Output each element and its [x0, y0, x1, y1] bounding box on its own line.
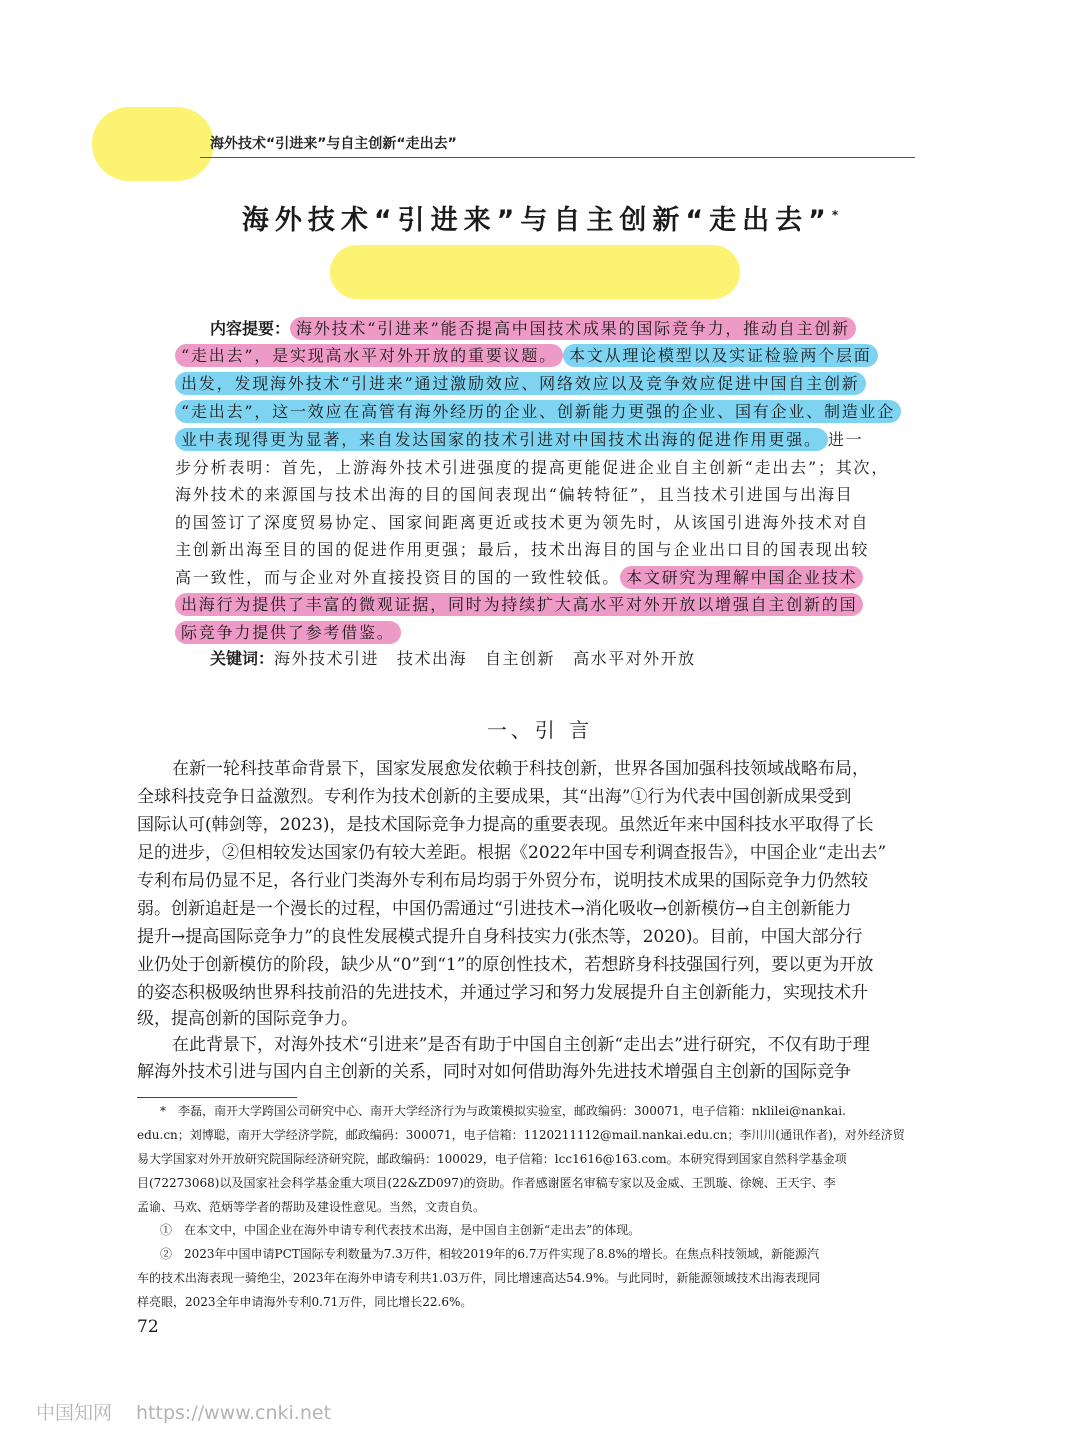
paragraph-line: 的姿态积极吸纳世界科技前沿的先进技术，并通过学习和努力发展提升自主创新能力，实现技术升	[137, 983, 868, 1003]
paragraph-line: 业仍处于创新模仿的阶段，缺少从“0”到“1”的原创性技术，若想跻身科技强国行列，要以更为开放	[137, 955, 874, 975]
abstract-text: 进一	[827, 430, 864, 449]
footnote-rule	[137, 1097, 297, 1098]
highlight-pink: 出海行为提供了丰富的微观证据，同时为持续扩大高水平对外开放以增强自主创新的国	[175, 593, 863, 616]
paragraph-line: 提升→提高国际竞争力”的良性发展模式提升自身科技实力(张杰等，2020)。目前，中国大部分行	[137, 927, 863, 947]
watermark-name: 中国知网	[36, 1402, 113, 1424]
paragraph-line: 在此背景下，对海外技术“引进来”是否有助于中国自主创新“走出去”进行研究，不仅有助于理	[172, 1035, 870, 1055]
keyword: 高水平对外开放	[573, 649, 696, 668]
abstract-line	[210, 315, 890, 343]
title-footnote-mark: *	[831, 208, 839, 222]
paragraph-line: 国际认可(韩剑等，2023)，是技术国际竞争力提高的重要表现。虽然近年来中国科技水平取得了长	[137, 815, 874, 835]
keyword: 自主创新	[485, 649, 556, 668]
abstract-label: 内容提要：	[210, 319, 291, 338]
paragraph-line: 全球科技竞争日益激烈。专利作为技术创新的主要成果，其“出海”①行为代表中国创新成果受到	[137, 787, 852, 807]
abstract-line	[175, 591, 885, 619]
footnote-line: 目(72273068)以及国家社会科学基金重大项目(22&ZD097)的资助。作者感谢匿名审稿专家以及金威、王凯璇、徐婉、王天宇、李	[137, 1176, 836, 1190]
highlight-blue: 本文从理论模型以及实证检验两个层面	[563, 344, 878, 367]
abstract-line: 海外技术的来源国与技术出海的目的国间表现出“偏转特征”，且当技术引进国与出海目	[175, 485, 854, 504]
footnote-line: ① 在本文中，中国企业在海外申请专利代表技术出海，是中国自主创新“走出去”的体现。	[160, 1223, 641, 1237]
keywords-label: 关键词：	[210, 649, 275, 668]
highlight-pink: 际竞争力提供了参考借鉴。	[175, 621, 401, 644]
watermark	[36, 1398, 331, 1425]
footnote-line: 车的技术出海表现一骑绝尘，2023年在海外申请专利共1.03万件，同比增速高达54.9%。与此同时，新能源领域技术出海表现同	[137, 1271, 821, 1285]
abstract-line: 的国签订了深度贸易协定、国家间距离更近或技术更为领先时，从该国引进海外技术对自	[175, 513, 870, 532]
footnote-line: * 李磊，南开大学跨国公司研究中心、南开大学经济行为与政策模拟实验室，邮政编码：300071，电子信箱：nklilei@nankai.	[160, 1104, 846, 1118]
highlight-pink: 本文研究为理解中国企业技术	[620, 566, 863, 589]
abstract-line	[175, 426, 885, 454]
footnote-line: 易大学国家对外开放研究院国际经济研究院，邮政编码：100029，电子信箱：lcc1616@163.com。本研究得到国家自然科学基金项	[137, 1152, 847, 1166]
abstract-line	[175, 564, 885, 592]
footnote-line: edu.cn；刘博聪，南开大学经济学院，邮政编码：300071，电子信箱：1120211112@mail.nankai.edu.cn；李川川(通讯作者)，对外经济贸	[137, 1128, 905, 1142]
footnote-line: ② 2023年中国申请PCT国际专利数量为7.3万件，相较2019年的6.7万件实现了8.8%的增长。在焦点科技领域，新能源汽	[160, 1247, 819, 1261]
highlight-blue: 业中表现得更为显著，来自发达国家的技术引进对中国技术出海的促进作用更强。	[175, 428, 828, 451]
highlight-blue: 出发，发现海外技术“引进来”通过激励效应、网络效应以及竞争效应促进中国自主创新	[175, 372, 866, 395]
abstract-line	[175, 619, 885, 647]
paragraph-line: 弱。创新追赶是一个漫长的过程，中国仍需通过“引进技术→消化吸收→创新模仿→自主创新能力	[137, 899, 852, 919]
paragraph-line: 足的进步，②但相较发达国家仍有较大差距。根据《2022年中国专利调查报告》，中国企业“走出去”	[137, 843, 887, 863]
abstract-line: 步分析表明：首先，上游海外技术引进强度的提高更能促进企业自主创新“走出去”；其次，	[175, 458, 890, 477]
highlight-blue: “走出去”，这一效应在高管有海外经历的企业、创新能力更强的企业、国有企业、制造业企	[175, 400, 901, 423]
abstract-line: 主创新出海至目的国的促进作用更强；最后，技术出海目的国与企业出口目的国表现出较	[175, 540, 870, 559]
paragraph-line: 在新一轮科技革命背景下，国家发展愈发依赖于科技创新，世界各国加强科技领域战略布局，	[172, 759, 869, 779]
keyword: 海外技术引进	[274, 649, 380, 668]
keyword: 技术出海	[397, 649, 468, 668]
abstract-line	[175, 370, 885, 398]
highlight-pink: “走出去”，是实现高水平对外开放的重要议题。	[175, 344, 563, 367]
footnote-line: 孟谕、马欢、范炳等学者的帮助及建设性意见。当然，文责自负。	[137, 1200, 486, 1214]
running-header: 海外技术“引进来”与自主创新“走出去”	[210, 136, 457, 152]
header-rule	[200, 157, 915, 158]
article-title	[0, 198, 1080, 237]
yellow-redaction-bar	[330, 245, 740, 299]
keywords	[210, 646, 714, 669]
paragraph-line: 解海外技术引进与国内自主创新的关系，同时对如何借助海外先进技术增强自主创新的国际竞争	[137, 1062, 851, 1082]
highlight-pink: 海外技术“引进来”能否提高中国技术成果的国际竞争力，推动自主创新	[290, 317, 856, 340]
section-heading: 一、引 言	[486, 718, 594, 742]
watermark-url: https://www.cnki.net	[136, 1402, 332, 1424]
page-number: 72	[137, 1317, 159, 1337]
paragraph-line: 级，提高创新的国际竞争力。	[137, 1009, 358, 1029]
title-text: 海外技术“引进来”与自主创新“走出去”	[241, 205, 832, 236]
yellow-redaction-circle	[92, 107, 214, 181]
abstract-line	[175, 342, 885, 370]
abstract-line	[175, 398, 896, 426]
paragraph-line: 专利布局仍显不足，各行业门类海外专利布局均弱于外贸分布，说明技术成果的国际竞争力仍然较	[137, 871, 868, 891]
abstract-text: 高一致性，而与企业对外直接投资目的国的一致性较低。	[175, 568, 621, 587]
footnote-line: 样亮眼，2023全年申请海外专利0.71万件，同比增长22.6%。	[137, 1295, 473, 1309]
